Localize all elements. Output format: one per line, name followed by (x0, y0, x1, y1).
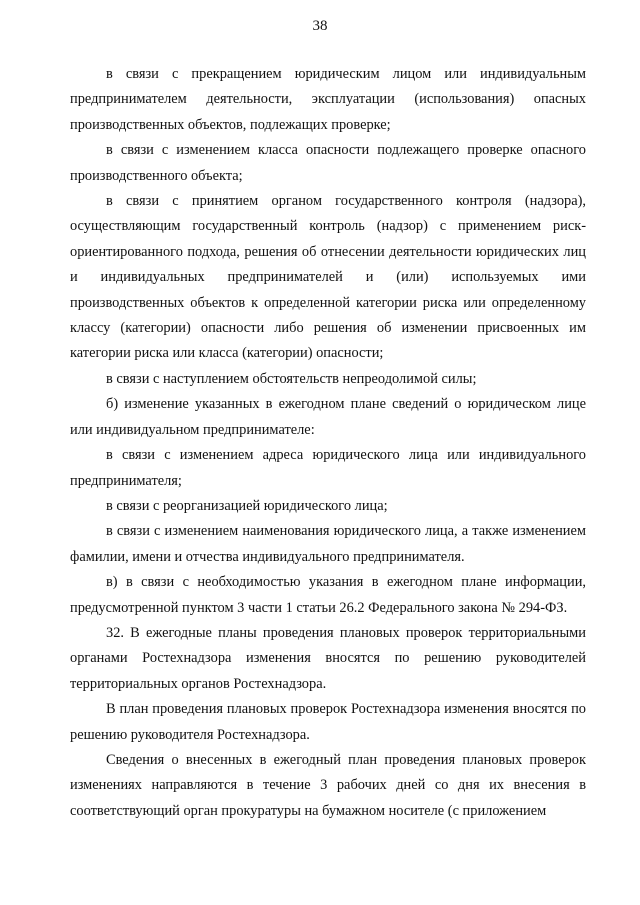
paragraph-termination-of-activity: в связи с прекращением юридическим лицом или индивидуальным предпринимателем деятельности, эксплуатации (использования) опасных производственных объектов, подлежащих проверке; (70, 66, 586, 133)
paragraph-section-32: 32. В ежегодные планы проведения плановых проверок территориальными органами Ростехнадзора изменения вносятся по решению руководителей территориальных органов Ростехнадзора. (70, 624, 586, 692)
paragraph-reorganization: в связи с реорганизацией юридического лица; (106, 497, 388, 514)
paragraph-hazard-class-change: в связи с изменением класса опасности подлежащего проверке опасного производственного объекта; (70, 142, 586, 184)
paragraph-name-change: в связи с изменением наименования юридического лица, а также изменением фамилии, имени и отчества индивидуального предпринимателя. (70, 523, 586, 565)
paragraph-address-change: в связи с изменением адреса юридического лица или индивидуального предпринимателя; (70, 447, 586, 489)
paragraph-b-plan-info-change: б) изменение указанных в ежегодном плане сведений о юридическом лице или индивидуальном предпринимателе: (70, 396, 586, 438)
paragraph-v-additional-info: в) в связи с необходимостью указания в ежегодном плане информации, предусмотренной пунктом 3 части 1 статьи 26.2 Федерального закона № 294-ФЗ. (70, 574, 586, 616)
paragraph-force-majeure: в связи с наступлением обстоятельств непреодолимой силы; (106, 370, 477, 387)
document-body (70, 62, 586, 824)
paragraph-changes-notification: Сведения о внесенных в ежегодный план проведения плановых проверок изменениях направляются в течение 3 рабочих дней со дня их внесения в соответствующий орган прокуратуры на бумажном носителе (с приложением (70, 751, 586, 819)
paragraph-rostekhnadzor-plan-changes: В план проведения плановых проверок Ростехнадзора изменения вносятся по решению руководителя Ростехнадзора. (70, 701, 586, 743)
page-number: 38 (312, 18, 328, 34)
paragraph-risk-category-decision: в связи с принятием органом государственного контроля (надзора), осуществляющим государственный контроль (надзор) с применением риск-ориентированного подхода, решения об отнесении деятельности юридических лиц и индивидуальных предпринимателей и (или) используемых ими производственных объектов к определенной категории риска или определенному классу (категории) опасности либо решения об изменении присвоенных им категории риска или класса (категории) опасности; (70, 193, 586, 362)
